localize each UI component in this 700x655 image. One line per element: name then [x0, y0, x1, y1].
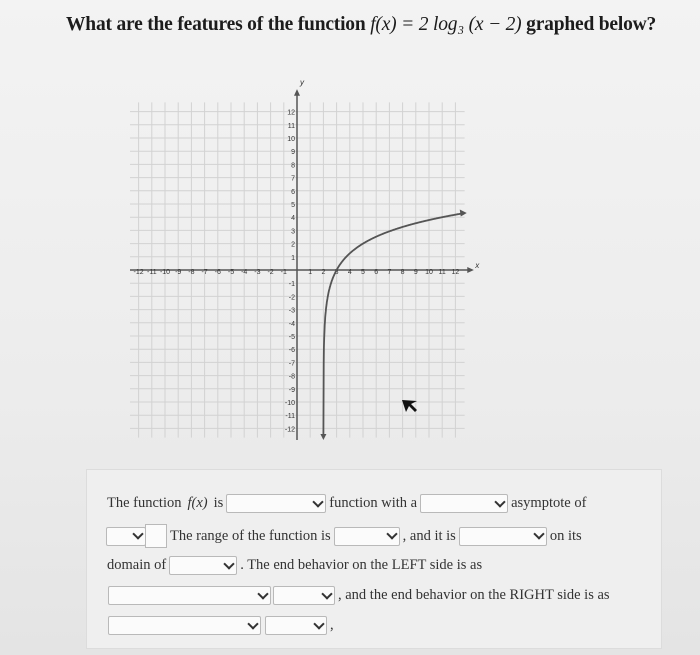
left-end-behavior-x-dropdown[interactable] — [108, 586, 271, 605]
y-tick-label: 7 — [291, 175, 295, 183]
line2-text-b: , and it is — [402, 527, 456, 544]
y-tick-label: 2 — [291, 241, 295, 249]
y-tick-label: 11 — [287, 122, 295, 130]
x-tick-label: -4 — [241, 269, 248, 276]
y-tick-label: -9 — [288, 386, 295, 394]
y-tick-label: -7 — [288, 360, 295, 368]
chevron-down-icon — [132, 528, 143, 539]
y-tick-label: 9 — [291, 149, 295, 157]
x-tick-label: 2 — [321, 269, 326, 276]
y-tick-label: 3 — [291, 228, 295, 236]
right-end-behavior-y-dropdown[interactable] — [265, 616, 327, 635]
answer-line-5 — [108, 616, 337, 635]
mouse-cursor-icon — [402, 400, 417, 412]
y-tick-label: -3 — [288, 307, 295, 315]
domain-dropdown[interactable] — [169, 556, 237, 575]
x-tick-label: 4 — [347, 269, 352, 276]
x-tick-label: -9 — [175, 269, 182, 276]
x-tick-label: -5 — [227, 269, 235, 276]
x-tick-label: -3 — [254, 269, 261, 276]
y-tick-label: -2 — [288, 294, 295, 302]
function-expression: f(x) = 2 log₃ (x − 2) — [370, 14, 522, 35]
x-tick-label: 1 — [308, 269, 313, 276]
line1-text-a: The function — [107, 495, 182, 511]
line2-text-c: on its — [549, 527, 582, 544]
line1-text-b: is — [213, 495, 224, 511]
graph-svg — [130, 70, 490, 440]
x-tick-label: 5 — [361, 269, 365, 276]
function-graph — [130, 70, 490, 440]
x-tick-label: -1 — [280, 269, 287, 276]
line4-text-a: , and the end behavior on the RIGHT side is as — [338, 587, 610, 603]
y-tick-label: -11 — [285, 413, 295, 421]
line3-text-a: domain of — [107, 557, 167, 573]
x-tick-label: -12 — [133, 269, 144, 276]
answer-line-4 — [108, 586, 613, 605]
chevron-down-icon — [386, 528, 397, 539]
curve-arrow-right — [460, 210, 467, 217]
x-tick-label: -10 — [159, 269, 171, 276]
line3-text-b: . The end behavior on the LEFT side is as — [240, 557, 483, 573]
y-tick-label: 10 — [287, 136, 295, 143]
y-tick-label: -6 — [288, 347, 295, 355]
y-tick-label: -4 — [288, 320, 295, 328]
x-tick-label: -8 — [188, 269, 195, 276]
question-suffix: graphed below? — [526, 14, 657, 35]
answer-line-1 — [104, 494, 589, 513]
x-tick-label: 9 — [413, 269, 418, 276]
answer-line-2 — [106, 524, 585, 548]
tick-labels — [134, 78, 481, 433]
x-tick-label: -7 — [201, 269, 208, 276]
curve-arrow-down — [320, 434, 326, 440]
chevron-down-icon — [257, 588, 268, 599]
y-tick-label: -12 — [284, 426, 295, 434]
right-end-behavior-x-dropdown[interactable] — [108, 616, 261, 635]
x-tick-label: 3 — [334, 269, 339, 276]
chevron-down-icon — [224, 558, 235, 569]
axes — [130, 89, 474, 440]
x-axis-arrow-right — [467, 267, 474, 273]
chevron-down-icon — [313, 618, 324, 629]
x-tick-label: -11 — [146, 269, 157, 276]
function-type-dropdown[interactable] — [226, 494, 326, 513]
y-tick-label: -10 — [284, 400, 295, 407]
x-axis-name: x — [475, 261, 480, 270]
answer-line-3 — [104, 556, 485, 575]
y-tick-label: -1 — [288, 281, 295, 289]
y-tick-label: 5 — [291, 202, 295, 209]
asymptote-type-dropdown[interactable] — [420, 494, 508, 513]
y-axis-name: y — [300, 78, 304, 88]
line2-text-a: The range of the function is — [170, 527, 331, 544]
y-tick-label: -5 — [288, 334, 295, 341]
line5-text-a: , — [330, 617, 334, 633]
y-tick-label: 8 — [291, 162, 295, 170]
y-tick-label: 4 — [291, 215, 295, 223]
question-text — [66, 14, 686, 36]
monotonicity-dropdown[interactable] — [459, 527, 547, 546]
y-tick-label: 12 — [287, 109, 295, 117]
x-tick-label: 6 — [374, 269, 379, 276]
line1-text-d: asymptote of — [511, 495, 587, 511]
asymptote-variable-dropdown[interactable] — [106, 527, 146, 546]
chevron-down-icon — [533, 528, 544, 539]
chevron-down-icon — [313, 496, 324, 507]
line1-func: f(x) — [187, 495, 208, 511]
chevron-down-icon — [321, 588, 332, 599]
asymptote-value-input[interactable] — [145, 524, 167, 548]
x-tick-label: -2 — [267, 269, 274, 276]
range-dropdown[interactable] — [334, 527, 400, 546]
left-end-behavior-y-dropdown[interactable] — [273, 586, 335, 605]
x-tick-label: 7 — [387, 269, 392, 276]
x-tick-label: -6 — [214, 269, 221, 276]
chevron-down-icon — [494, 496, 505, 507]
y-axis-arrow-up — [294, 89, 300, 96]
chevron-down-icon — [247, 618, 258, 629]
y-tick-label: 1 — [291, 254, 295, 262]
y-tick-label: -8 — [288, 373, 295, 381]
line1-text-c: function with a — [329, 495, 418, 511]
x-tick-label: 8 — [400, 269, 405, 276]
x-tick-label: 10 — [425, 269, 433, 276]
y-tick-label: 6 — [291, 188, 295, 196]
x-tick-label: 12 — [451, 269, 460, 276]
question-prefix: What are the features of the function — [66, 14, 366, 35]
x-tick-label: 11 — [438, 269, 446, 276]
